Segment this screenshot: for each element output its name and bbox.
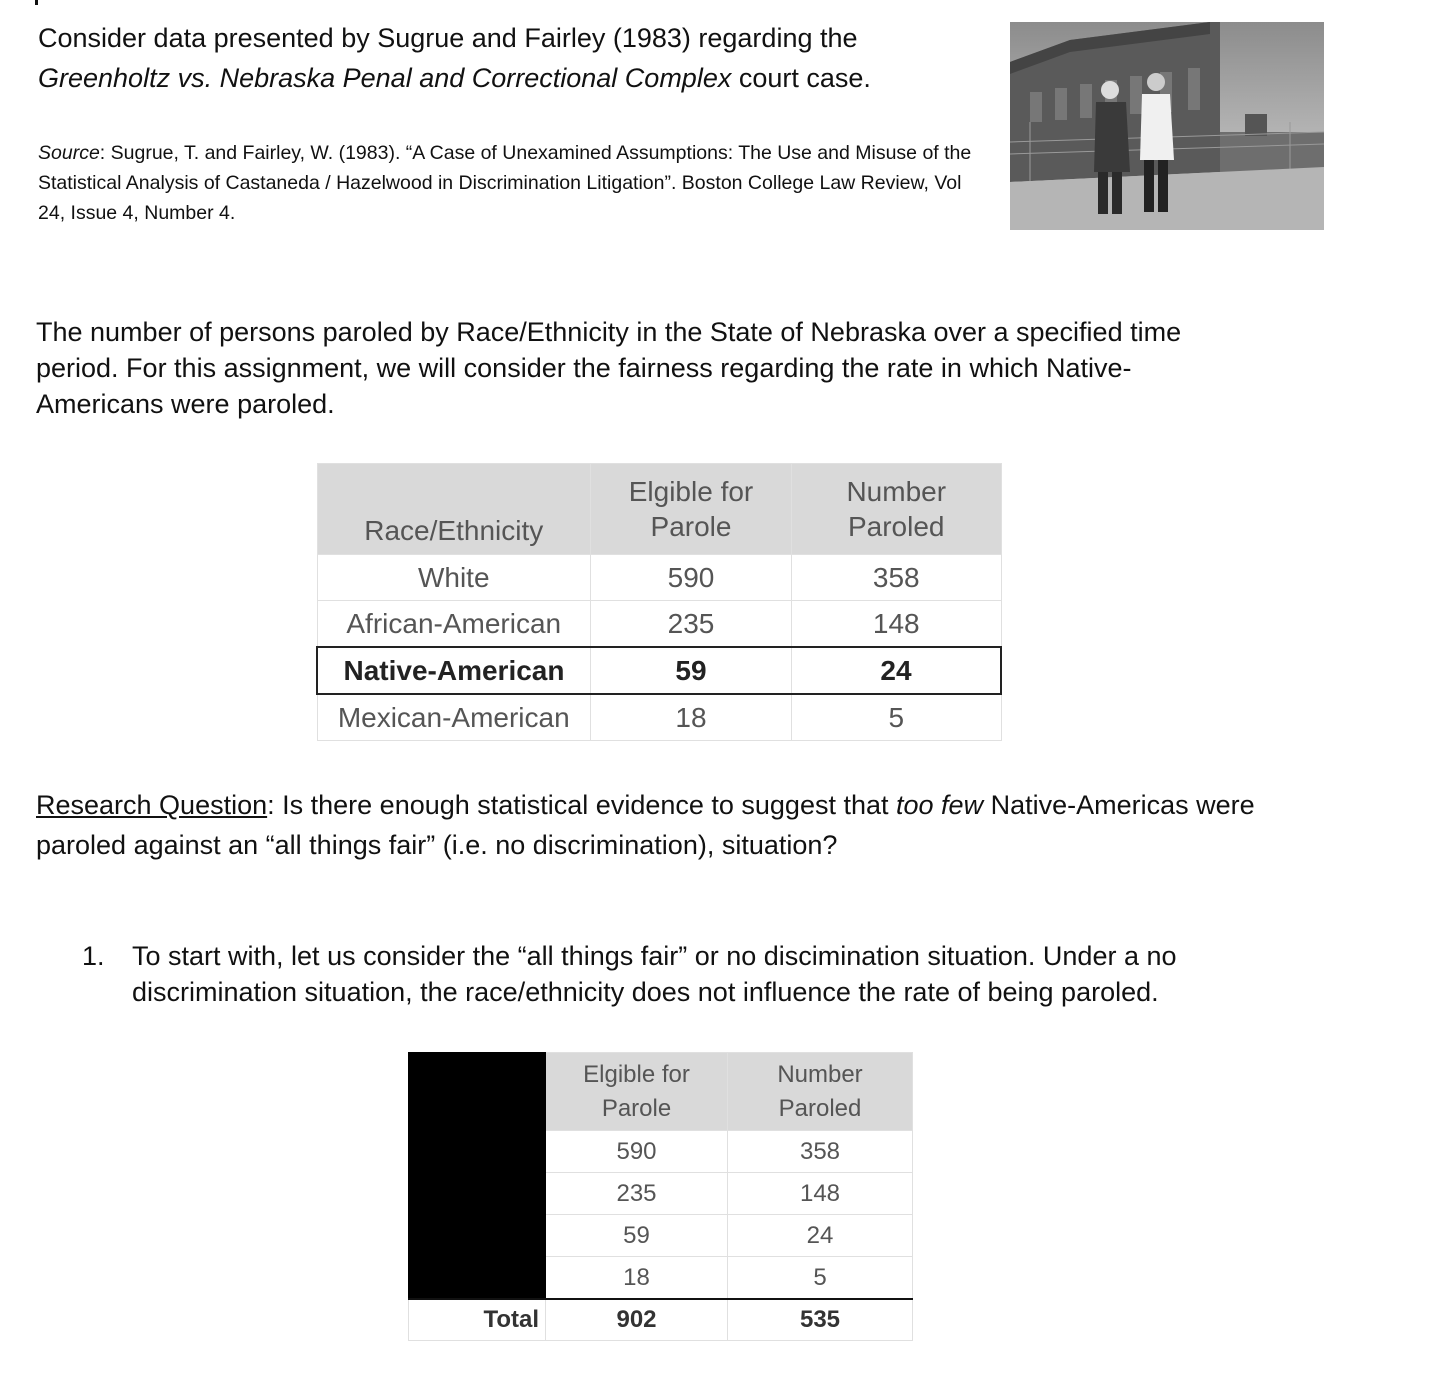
- research-text-before: : Is there enough statistical evidence to suggest that: [267, 790, 897, 820]
- table-row: [317, 601, 1001, 648]
- source-citation: [38, 138, 978, 228]
- table-row: [409, 1215, 913, 1257]
- cell-eligible: 235: [546, 1173, 728, 1215]
- cell-eligible: 18: [591, 694, 792, 741]
- redacted-cell: [409, 1215, 546, 1257]
- header-eligible: Elgible for Parole: [546, 1053, 728, 1131]
- no-discrimination-table: [408, 1052, 913, 1341]
- total-paroled: 535: [728, 1299, 913, 1341]
- research-question-label: Research Question: [36, 790, 268, 820]
- table-row: [409, 1257, 913, 1300]
- question-number: 1.: [82, 941, 105, 971]
- header-race-ethnicity: Race/Ethnicity: [317, 464, 591, 555]
- case-name: Greenholtz vs. Nebraska Penal and Correctional Complex: [38, 63, 732, 93]
- cell-race: White: [317, 555, 591, 601]
- total-row: [409, 1299, 913, 1341]
- research-emphasis: too few: [896, 790, 984, 820]
- table-header-row: [409, 1053, 913, 1131]
- cell-eligible: 235: [591, 601, 792, 648]
- cell-eligible: 18: [546, 1257, 728, 1300]
- cell-paroled: 5: [792, 694, 1002, 741]
- cell-paroled: 148: [728, 1173, 913, 1215]
- total-label: Total: [409, 1299, 546, 1341]
- research-question: [36, 785, 1336, 865]
- table-row-highlighted: [317, 647, 1001, 694]
- redacted-cell: [409, 1173, 546, 1215]
- table-row: [317, 555, 1001, 601]
- cell-race: Mexican-American: [317, 694, 591, 741]
- header-paroled: Number Paroled: [792, 464, 1002, 555]
- intro-line1: Consider data presented by Sugrue and Fairley (1983) regarding the: [38, 23, 858, 53]
- page-edge-mark: [35, 0, 38, 5]
- cell-paroled: 24: [792, 647, 1002, 694]
- parole-table: [316, 463, 1002, 741]
- redacted-cell: [409, 1257, 546, 1300]
- table-header-row: [317, 464, 1001, 555]
- redacted-cell: [409, 1131, 546, 1173]
- cell-paroled: 24: [728, 1215, 913, 1257]
- context-paragraph: The number of persons paroled by Race/Ethnicity in the State of Nebraska over a specified time period. For this assignment, we will consider the fairness regarding the rate in which Native-Americans were paroled.: [36, 317, 1182, 419]
- question-text: To start with, let us consider the “all things fair” or no discimination situation. Under a no discrimination situation, the race/ethnicity does not influence the rate of being paroled.: [132, 941, 1177, 1007]
- cell-eligible: 59: [546, 1215, 728, 1257]
- cell-eligible: 590: [591, 555, 792, 601]
- header-paroled: Number Paroled: [728, 1053, 913, 1131]
- cell-eligible: 590: [546, 1131, 728, 1173]
- photo-two-men-prison-icon: [1010, 22, 1324, 230]
- header-eligible: Elgible for Parole: [591, 464, 792, 555]
- cell-race: African-American: [317, 601, 591, 648]
- table-row: [409, 1173, 913, 1215]
- cell-eligible: 59: [591, 647, 792, 694]
- cell-paroled: 358: [728, 1131, 913, 1173]
- research-text-after: Native-Americas were paroled against an “all things fair” (i.e. no discrimination), situation?: [36, 790, 1255, 860]
- table-row: [317, 694, 1001, 741]
- source-text: : Sugrue, T. and Fairley, W. (1983). “A Case of Unexamined Assumptions: The Use and Misuse of the Statistical Analysis of Castaneda / Hazelwood in Discrimination Litigation”. Boston College Law Review, Vol 24, Issue 4, Number 4.: [38, 142, 972, 224]
- table-row: [409, 1131, 913, 1173]
- intro-paragraph: [38, 18, 968, 98]
- cell-paroled: 5: [728, 1257, 913, 1300]
- cell-race: Native-American: [317, 647, 591, 694]
- redacted-cell: [409, 1053, 546, 1131]
- cell-paroled: 148: [792, 601, 1002, 648]
- case-suffix: court case.: [731, 63, 871, 93]
- cell-paroled: 358: [792, 555, 1002, 601]
- total-eligible: 902: [546, 1299, 728, 1341]
- source-label: Source: [38, 142, 100, 164]
